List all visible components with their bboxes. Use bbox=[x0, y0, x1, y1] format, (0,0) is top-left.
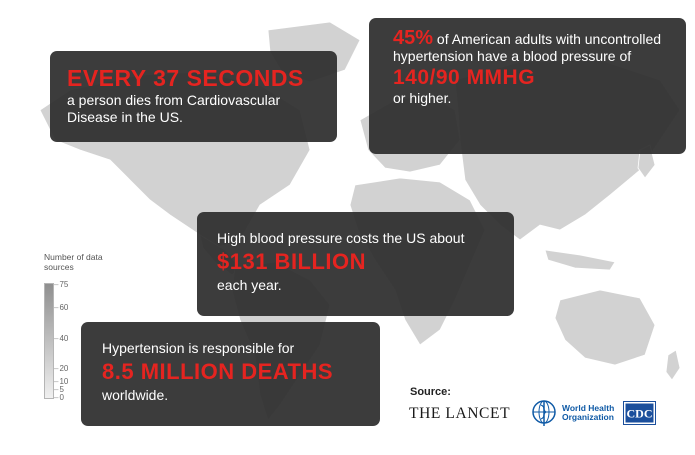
death-interval-headline: EVERY 37 SECONDS bbox=[67, 65, 304, 91]
legend-tick: – 0 bbox=[54, 394, 64, 402]
blood-pressure-headline: 140/90 MMHG bbox=[393, 66, 536, 89]
who-name-line1: World Health bbox=[562, 403, 615, 413]
cdc-logo-text: CDC bbox=[626, 406, 653, 421]
deaths-text: Hypertension is responsible for bbox=[102, 340, 295, 356]
fact-card-death-rate bbox=[50, 51, 337, 142]
legend-tick: – 75 bbox=[54, 281, 68, 289]
percent-highlight: 45% bbox=[393, 27, 434, 49]
deaths-text-after: worldwide. bbox=[102, 387, 169, 403]
blood-pressure-text: of American adults with uncontrolled hypertension have a blood pressure of bbox=[393, 31, 662, 64]
source-label: Source: bbox=[410, 386, 451, 398]
cost-headline: $131 BILLION bbox=[217, 249, 367, 274]
legend-title: Number of data sources bbox=[44, 252, 103, 272]
legend-tick: – 10 bbox=[54, 378, 68, 386]
map-legend bbox=[44, 252, 103, 402]
who-name-line2: Organization bbox=[562, 412, 614, 422]
cost-text: High blood pressure costs the US about bbox=[217, 230, 465, 246]
fact-card-blood-pressure bbox=[369, 18, 686, 154]
legend-tick: – 40 bbox=[54, 335, 68, 343]
who-globe-icon bbox=[530, 398, 558, 428]
deaths-headline: 8.5 MILLION DEATHS bbox=[102, 359, 334, 384]
fact-card-deaths bbox=[81, 322, 380, 426]
fact-card-cost bbox=[197, 212, 514, 316]
legend-gradient-bar bbox=[44, 283, 54, 399]
legend-tick: – 20 bbox=[54, 365, 68, 373]
cdc-logo bbox=[623, 401, 656, 425]
death-interval-text: a person dies from Cardiovascular Disease in the US. bbox=[67, 92, 281, 125]
blood-pressure-text-after: or higher. bbox=[393, 90, 452, 106]
cost-text-after: each year. bbox=[217, 277, 282, 293]
legend-tick: – 5 bbox=[54, 386, 64, 394]
legend-tick: – 60 bbox=[54, 304, 68, 312]
who-logo bbox=[530, 398, 622, 430]
lancet-logo: THE LANCET bbox=[409, 405, 511, 422]
